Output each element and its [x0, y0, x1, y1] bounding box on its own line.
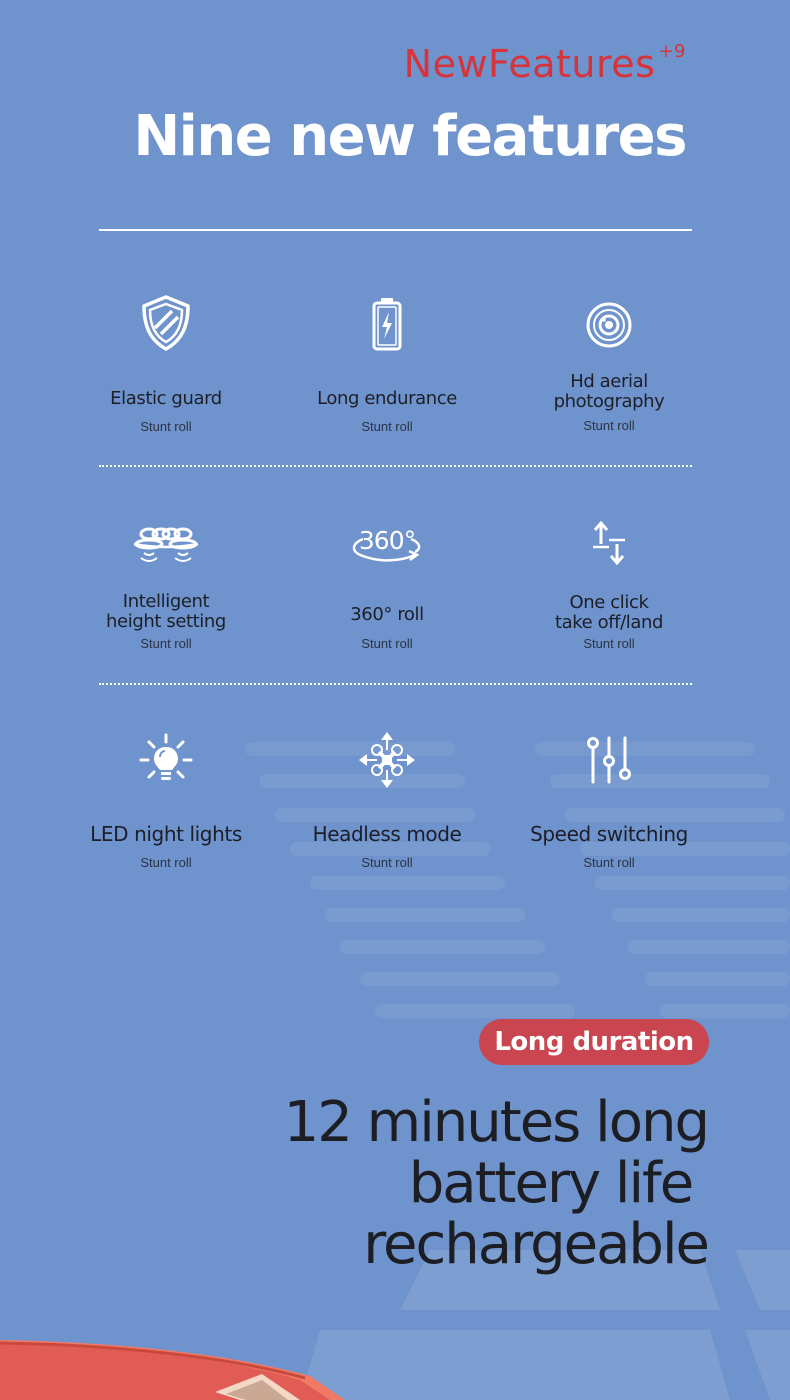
feature-sub: Stunt roll — [361, 419, 413, 434]
takeoff-land-icon — [589, 520, 629, 568]
feature-label — [494, 824, 724, 844]
row-divider-2 — [99, 683, 692, 685]
feature-label — [272, 824, 502, 844]
feature-label — [51, 824, 281, 844]
feature-sub: Stunt roll — [140, 419, 192, 434]
feature-sub: Stunt roll — [583, 855, 635, 870]
battery-icon — [370, 296, 404, 352]
newfeatures-label — [404, 42, 686, 86]
feature-sub: Stunt roll — [140, 855, 192, 870]
long-duration-badge: Long duration — [479, 1019, 709, 1065]
feature-label-line: 360° roll — [350, 604, 424, 625]
battery-life-headline — [284, 1092, 708, 1275]
feature-sub: Stunt roll — [583, 418, 635, 433]
title-divider — [99, 229, 692, 231]
camera-lens-icon — [584, 300, 634, 350]
drone-corner-fragment — [0, 1330, 380, 1400]
feature-sub: Stunt roll — [583, 636, 635, 651]
feature-label-line: photography — [553, 391, 665, 412]
feature-label — [494, 593, 724, 633]
feature-label-line: take off/land — [554, 612, 664, 633]
drone-compass-icon — [357, 730, 417, 790]
rotate-360-icon — [349, 522, 425, 566]
feature-label-line: Speed switching — [530, 822, 688, 846]
feature-label-line: height setting — [106, 611, 226, 632]
feature-sub: Stunt roll — [361, 855, 413, 870]
headline-line-3: rechargeable — [363, 1212, 708, 1277]
feature-label — [51, 592, 281, 632]
feature-label-line: Long endurance — [317, 388, 457, 409]
headline-line-2: battery life — [408, 1151, 708, 1216]
altitude-hold-icon — [132, 524, 200, 568]
feature-label-line: Hd aerial — [570, 371, 648, 392]
feature-label-line: Elastic guard — [110, 388, 222, 409]
feature-label — [272, 605, 502, 625]
feature-count-superscript: +9 — [658, 41, 686, 63]
row-divider-1 — [99, 465, 692, 467]
rotate-360-icon-text: 360° — [358, 526, 416, 555]
feature-sub: Stunt roll — [140, 636, 192, 651]
feature-label-line: Headless mode — [312, 822, 462, 846]
feature-label-line: LED night lights — [90, 822, 242, 846]
page-title: Nine new features — [133, 104, 686, 169]
feature-label — [51, 389, 281, 409]
sliders-icon — [583, 734, 635, 786]
light-bulb-icon — [138, 732, 194, 788]
header-eyebrow — [404, 42, 686, 86]
feature-label — [494, 372, 724, 412]
feature-sub: Stunt roll — [361, 636, 413, 651]
feature-label-line: One click — [569, 592, 649, 613]
newfeatures-text: NewFeatures — [403, 42, 656, 86]
headline-line-1: 12 minutes long — [283, 1090, 708, 1155]
feature-label-line: Intelligent — [122, 591, 210, 612]
feature-label — [272, 389, 502, 409]
shield-icon — [140, 294, 192, 352]
